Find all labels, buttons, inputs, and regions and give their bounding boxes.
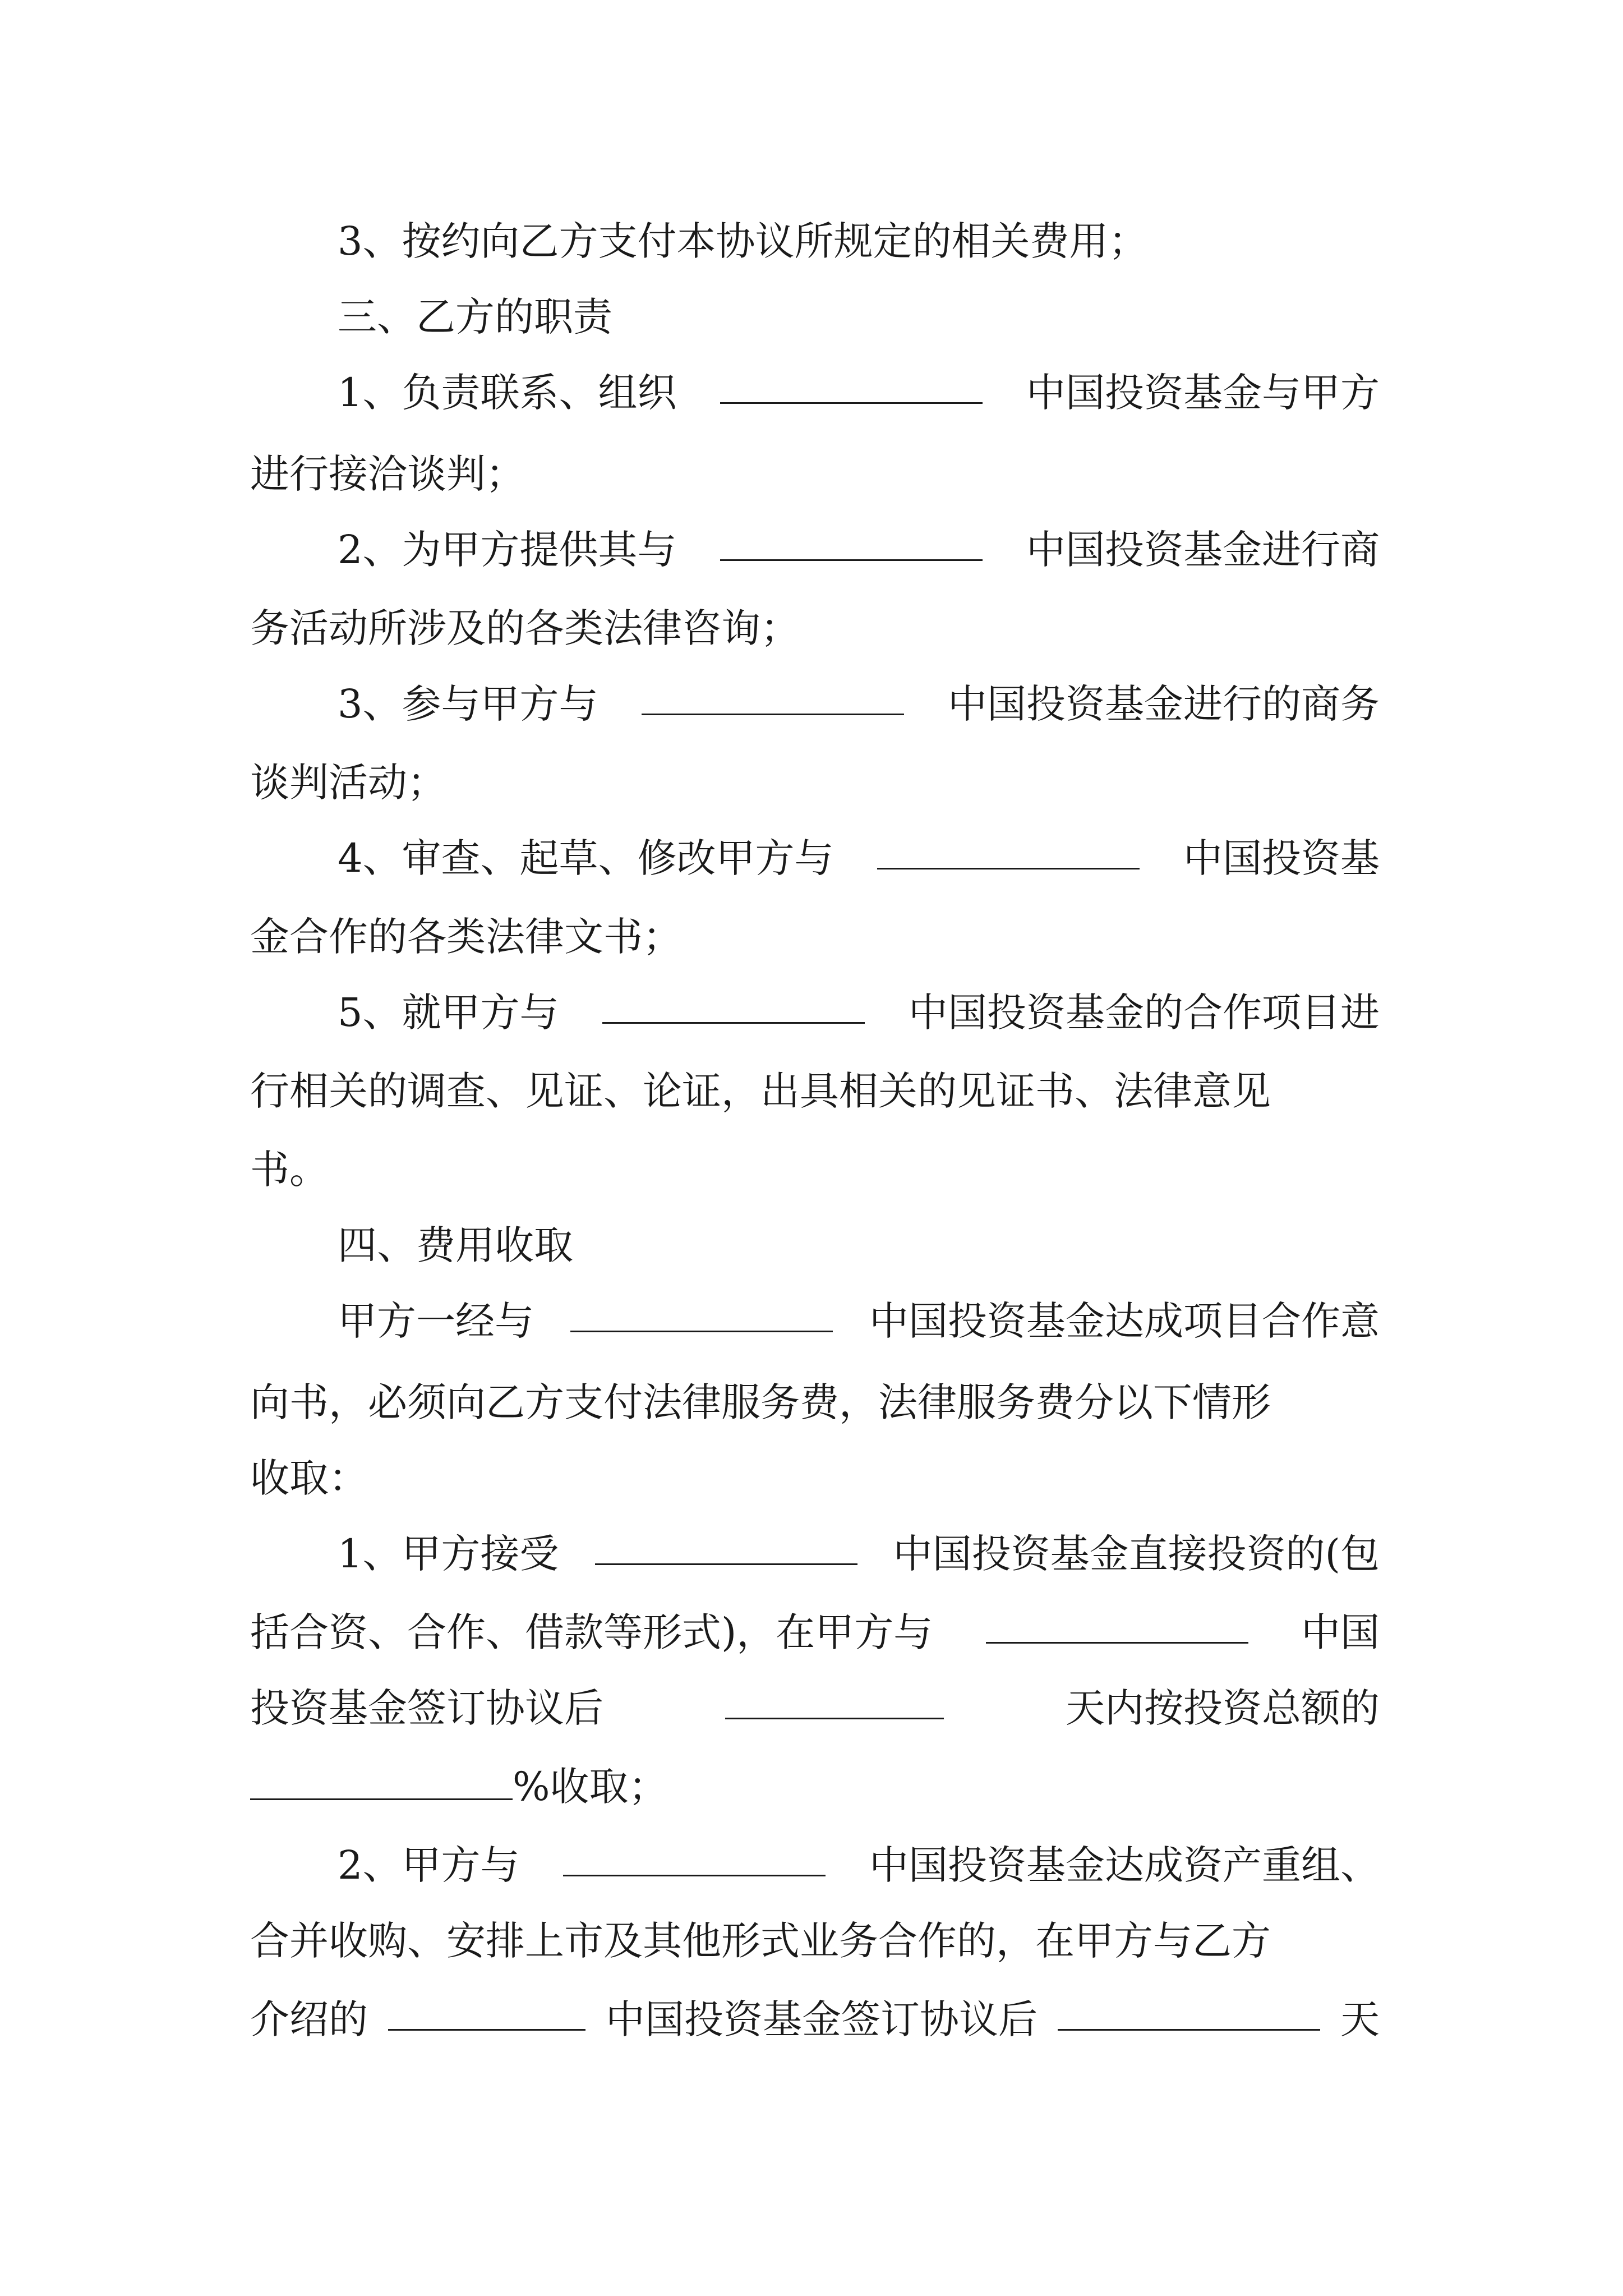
fill-in-blank[interactable] <box>642 679 904 715</box>
text-line: 甲方一经与 中国投资基金达成项目合作意 <box>338 1296 1380 1346</box>
fill-in-blank[interactable] <box>720 367 983 404</box>
text-line: 投资基金签订协议后 天内按投资总额的 <box>250 1683 1380 1733</box>
text-line: 3、按约向乙方支付本协议所规定的相关费用； <box>338 218 1148 264</box>
fill-in-blank[interactable] <box>570 1296 833 1332</box>
text-line: 向书，必须向乙方支付法律服务费，法律服务费分以下情形 <box>250 1379 1271 1425</box>
text-line: 3、参与甲方与 中国投资基金进行的商务 <box>338 679 1380 729</box>
text-line: 2、甲方与 中国投资基金达成资产重组、 <box>338 1840 1380 1890</box>
text-line: 谈判活动； <box>250 760 446 806</box>
fill-in-blank[interactable] <box>250 1764 513 1800</box>
fill-in-blank[interactable] <box>1058 1994 1320 2031</box>
text-line: 介绍的 中国投资基金签订协议后 天 <box>250 1994 1380 2045</box>
fill-in-blank[interactable] <box>725 1683 944 1719</box>
text-line: 1、甲方接受 中国投资基金直接投资的(包 <box>338 1529 1380 1579</box>
text-line: 4、审查、起草、修改甲方与 中国投资基 <box>338 833 1380 884</box>
section-heading: 三、乙方的职责 <box>338 294 612 340</box>
text-line: 1、负责联系、组织 中国投资基金与甲方 <box>338 367 1380 418</box>
text-line: 行相关的调查、见证、论证，出具相关的见证书、法律意见 <box>250 1068 1271 1114</box>
fill-in-blank[interactable] <box>986 1607 1248 1644</box>
text-line: 5、就甲方与 中国投资基金的合作项目进 <box>338 987 1380 1038</box>
text-line: 括合资、合作、借款等形式)，在甲方与 中国 <box>250 1607 1380 1658</box>
text-line: 合并收购、安排上市及其他形式业务合作的，在甲方与乙方 <box>250 1918 1271 1964</box>
text-line: 书。 <box>250 1147 329 1193</box>
fill-in-blank[interactable] <box>877 833 1140 869</box>
fill-in-blank[interactable] <box>595 1529 857 1565</box>
text-line: 进行接洽谈判； <box>250 451 525 497</box>
text-line: %收取； <box>250 1761 668 1812</box>
text-line: 收取： <box>250 1455 368 1501</box>
text-line: 2、为甲方提供其与 中国投资基金进行商 <box>338 524 1380 575</box>
fill-in-blank[interactable] <box>602 987 865 1024</box>
fill-in-blank[interactable] <box>388 1994 585 2031</box>
text-line: 务活动所涉及的各类法律咨询； <box>250 605 800 651</box>
fill-in-blank[interactable] <box>720 524 983 561</box>
section-heading: 四、费用收取 <box>338 1222 573 1268</box>
fill-in-blank[interactable] <box>563 1840 826 1876</box>
text-line: 金合作的各类法律文书； <box>250 914 682 960</box>
